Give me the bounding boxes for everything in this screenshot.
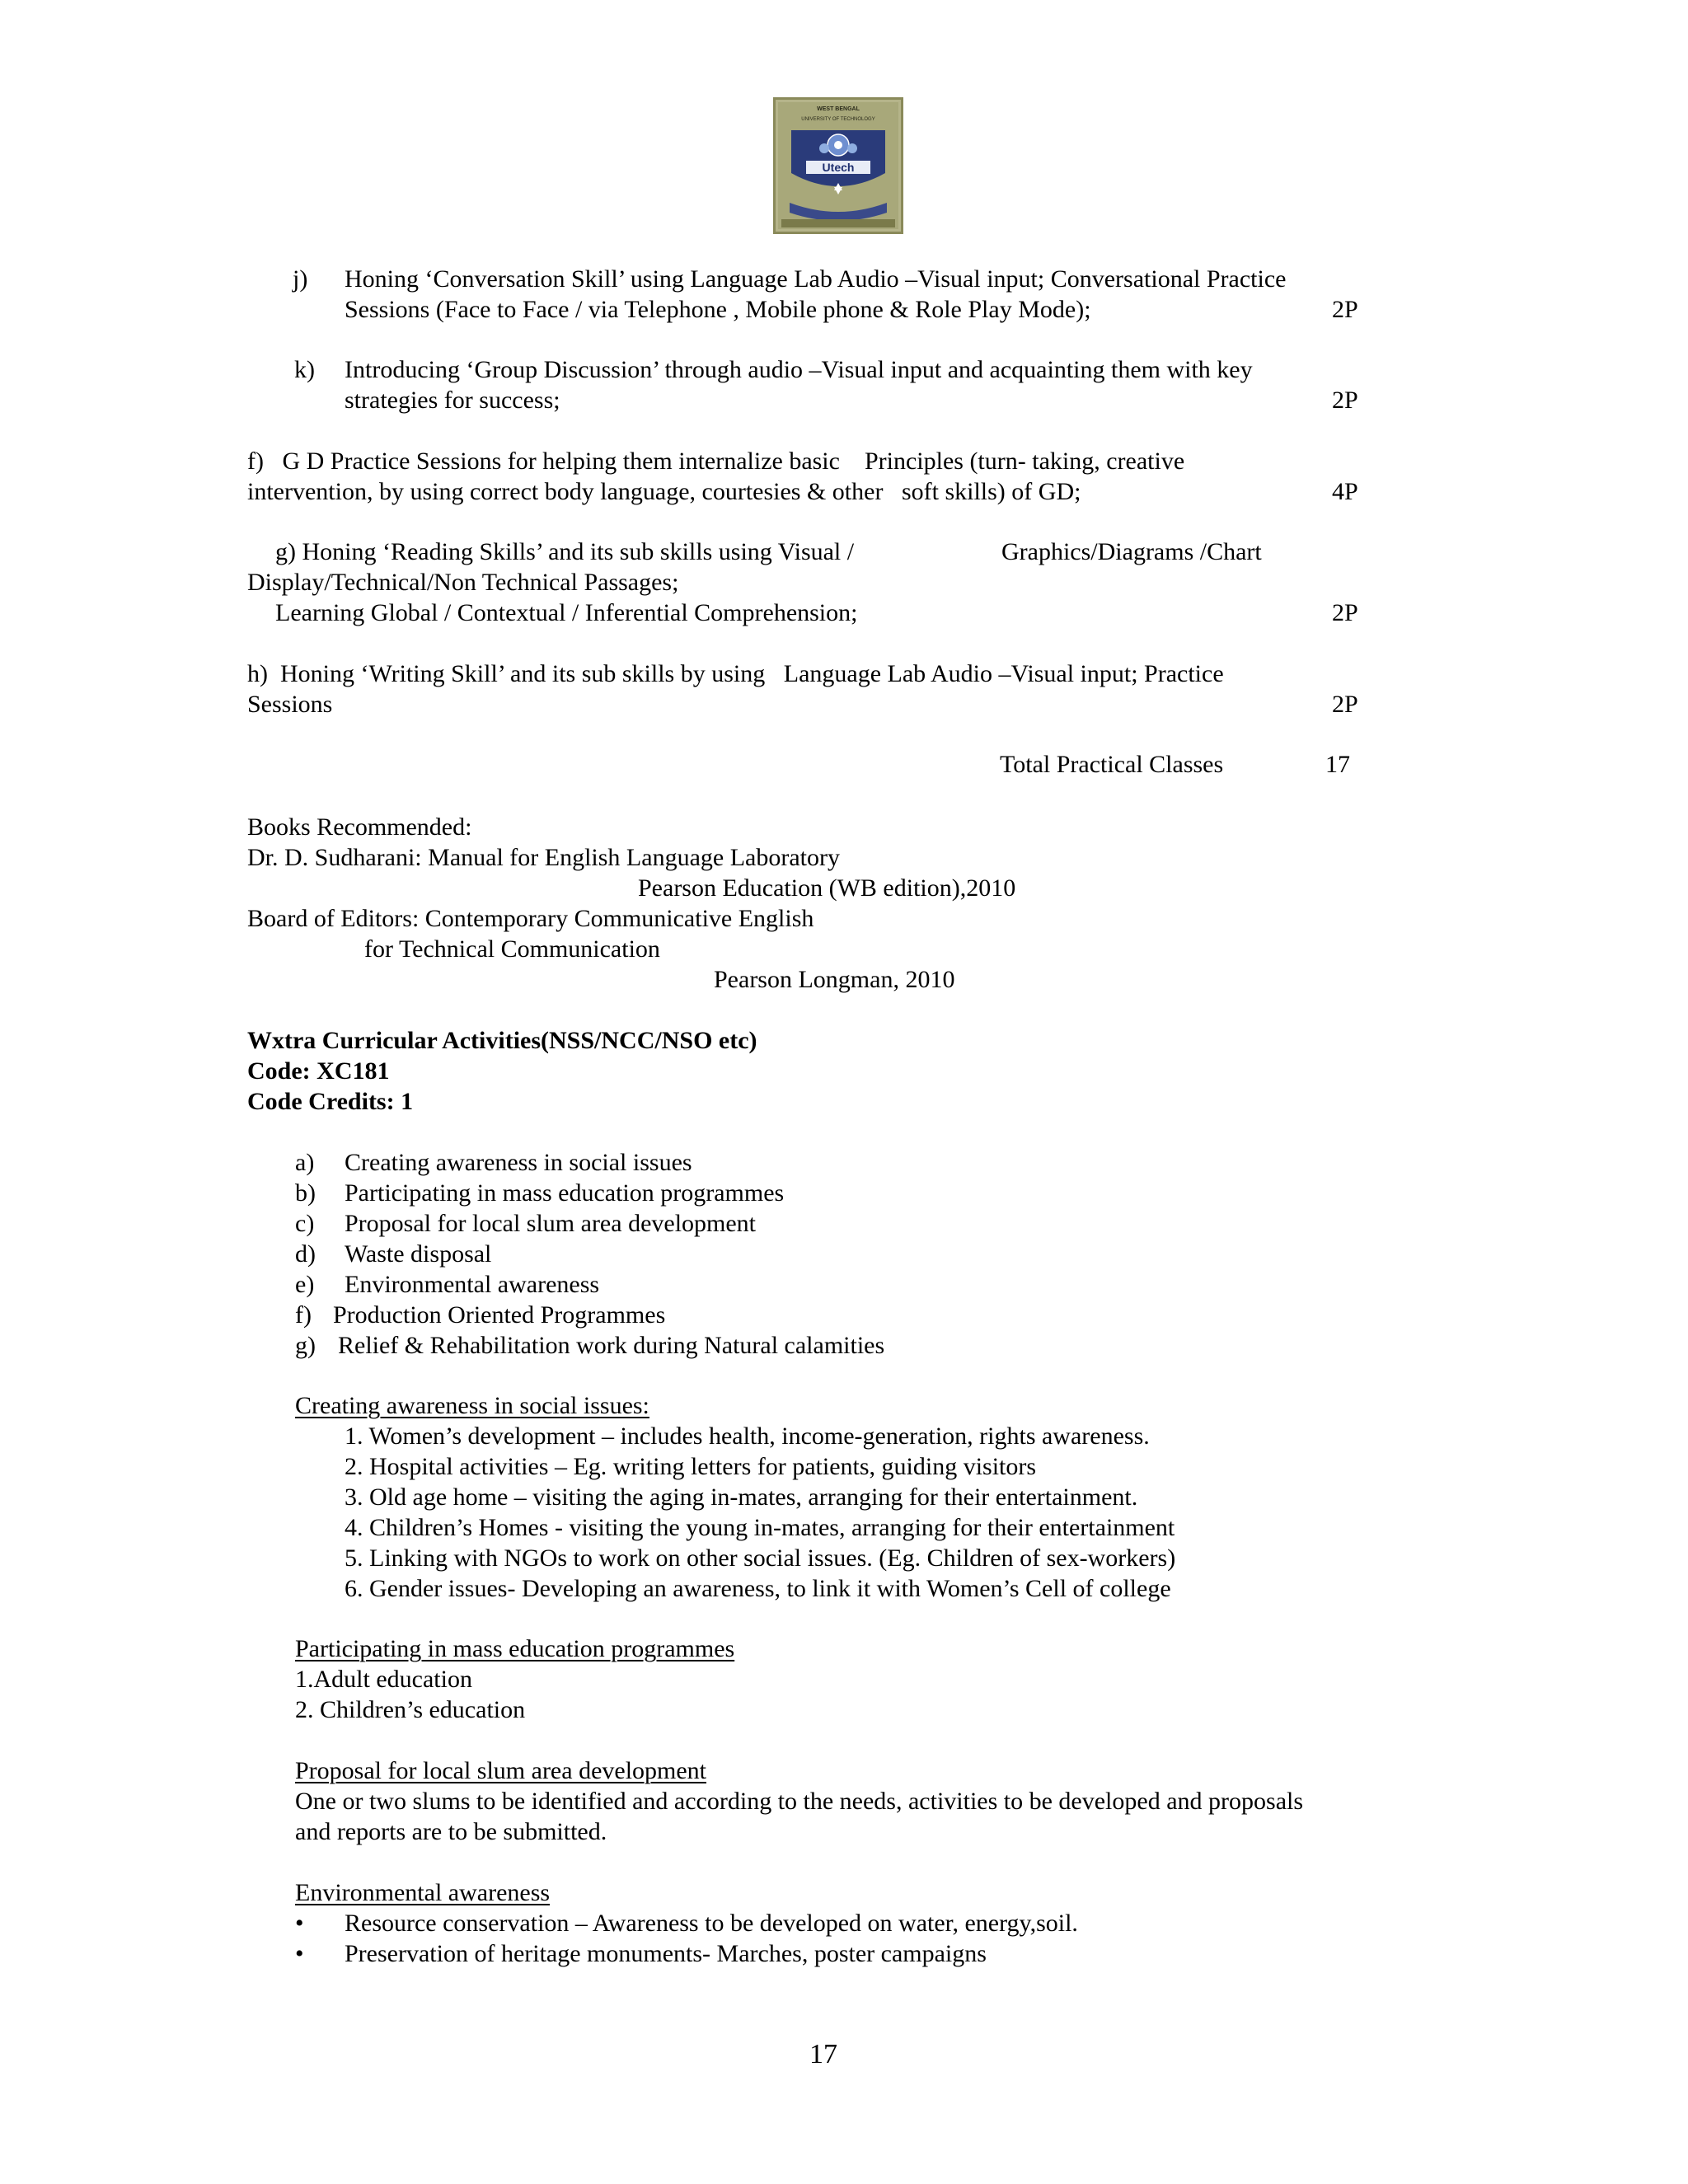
mass-education-heading: Participating in mass education programmes	[295, 1635, 735, 1662]
item-k-marker: k)	[294, 356, 315, 383]
item-j-line2: Sessions (Face to Face / via Telephone , Mobile phone & Role Play Mode);	[345, 296, 1091, 323]
activity-marker: d)	[295, 1240, 316, 1268]
mass-education-item: 2. Children’s education	[295, 1696, 526, 1723]
environment-heading: Environmental awareness	[295, 1879, 551, 1906]
books-heading: Books Recommended:	[247, 813, 472, 841]
item-h-periods: 2P	[1332, 691, 1358, 718]
activity-marker: f)	[295, 1301, 312, 1329]
book2-line3: Pearson Longman, 2010	[714, 966, 955, 993]
logo-text-main: Utech	[822, 161, 855, 174]
item-h-line2: Sessions	[247, 691, 333, 718]
item-f-line1: f) G D Practice Sessions for helping them internalize basic Principles (turn- taking, creative	[247, 448, 1185, 475]
item-j-periods: 2P	[1332, 296, 1358, 323]
book1-line1: Dr. D. Sudharani: Manual for English Language Laboratory	[247, 844, 840, 871]
activity-marker: e)	[295, 1271, 315, 1298]
item-k-line2: strategies for success;	[345, 387, 560, 414]
activity-marker: c)	[295, 1210, 315, 1237]
item-f-periods: 4P	[1332, 478, 1358, 505]
activity-marker: g)	[295, 1332, 316, 1359]
activity-marker: a)	[295, 1149, 315, 1176]
item-k-periods: 2P	[1332, 387, 1358, 414]
item-g-line3: Learning Global / Contextual / Inferential Comprehension;	[275, 599, 858, 626]
item-g-line1b: Graphics/Diagrams /Chart	[1001, 538, 1262, 565]
book2-line1: Board of Editors: Contemporary Communicative English	[247, 905, 814, 932]
bullet-icon: •	[295, 1910, 304, 1937]
book1-line2: Pearson Education (WB edition),2010	[638, 874, 1016, 902]
social-item: 4. Children’s Homes - visiting the young in-mates, arranging for their entertainment	[345, 1514, 1175, 1541]
book2-line2: for Technical Communication	[364, 935, 660, 963]
social-item: 2. Hospital activities – Eg. writing letters for patients, guiding visitors	[345, 1453, 1037, 1480]
activity-marker: b)	[295, 1179, 316, 1207]
slum-text-line2: and reports are to be submitted.	[295, 1818, 607, 1845]
social-item: 5. Linking with NGOs to work on other social issues. (Eg. Children of sex-workers)	[345, 1544, 1176, 1572]
total-value: 17	[1325, 751, 1350, 778]
activity-item: Environmental awareness	[345, 1271, 600, 1298]
item-j-marker: j)	[293, 265, 308, 293]
mass-education-item: 1.Adult education	[295, 1666, 472, 1693]
social-item: 3. Old age home – visiting the aging in-mates, arranging for their entertainment.	[345, 1483, 1138, 1511]
item-k-line1: Introducing ‘Group Discussion’ through audio –Visual input and acquainting them with key	[345, 356, 1253, 383]
item-h-line1: h) Honing ‘Writing Skill’ and its sub skills by using Language Lab Audio –Visual input; Practice	[247, 660, 1224, 687]
bullet-icon: •	[295, 1940, 304, 1967]
social-heading: Creating awareness in social issues:	[295, 1392, 649, 1419]
logo-text-top: WEST BENGAL	[817, 106, 860, 112]
slum-heading: Proposal for local slum area development	[295, 1757, 707, 1784]
environment-bullet: Preservation of heritage monuments- Marches, poster campaigns	[345, 1940, 987, 1967]
activity-item: Production Oriented Programmes	[333, 1301, 666, 1329]
logo-text-sub: UNIVERSITY OF TECHNOLOGY	[801, 117, 875, 122]
item-g-periods: 2P	[1332, 599, 1358, 626]
total-label: Total Practical Classes	[1000, 751, 1224, 778]
page-number: 17	[809, 2039, 837, 2069]
item-g-line2: Display/Technical/Non Technical Passages;	[247, 569, 679, 596]
activity-item: Relief & Rehabilitation work during Natural calamities	[338, 1332, 885, 1359]
social-item: 1. Women’s development – includes health, income-generation, rights awareness.	[345, 1422, 1150, 1450]
item-g-line1a: g) Honing ‘Reading Skills’ and its sub skills using Visual /	[275, 538, 855, 565]
activity-item: Creating awareness in social issues	[345, 1149, 692, 1176]
social-item: 6. Gender issues- Developing an awareness, to link it with Women’s Cell of college	[345, 1575, 1171, 1602]
university-logo	[773, 97, 903, 234]
activity-item: Participating in mass education programmes	[345, 1179, 785, 1207]
activity-item: Proposal for local slum area development	[345, 1210, 757, 1237]
environment-bullet: Resource conservation – Awareness to be developed on water, energy,soil.	[345, 1910, 1078, 1937]
item-j-line1: Honing ‘Conversation Skill’ using Language Lab Audio –Visual input; Conversational Practice	[345, 265, 1287, 293]
course-title: Wxtra Curricular Activities(NSS/NCC/NSO etc)	[247, 1027, 757, 1054]
course-code: Code: XC181	[247, 1057, 390, 1085]
slum-text-line1: One or two slums to be identified and according to the needs, activities to be developed and proposals	[295, 1788, 1304, 1815]
activity-item: Waste disposal	[345, 1240, 492, 1268]
course-credits: Code Credits: 1	[247, 1088, 414, 1115]
item-f-line2: intervention, by using correct body language, courtesies & other soft skills) of GD;	[247, 478, 1081, 505]
